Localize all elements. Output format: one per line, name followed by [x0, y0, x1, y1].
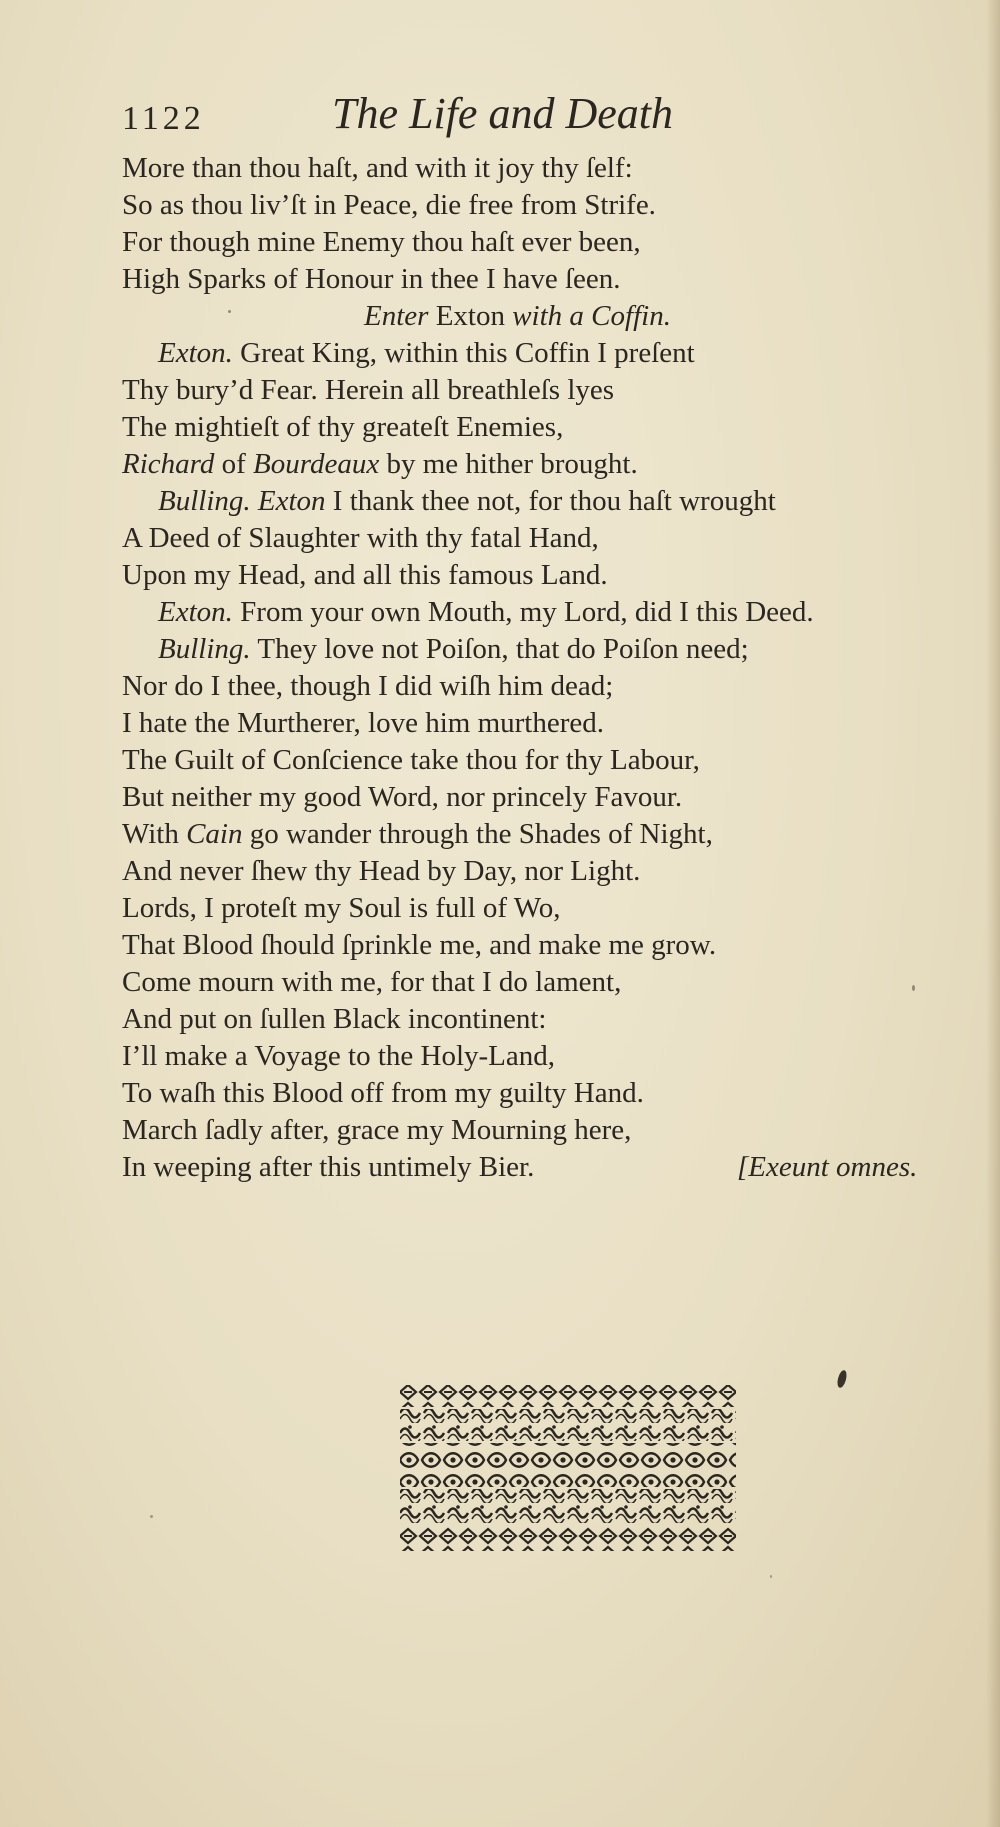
text-line	[122, 520, 982, 557]
text-segment: To waſh this Blood off from my guilty Hand.	[122, 1077, 644, 1109]
text-segment: Nor do I thee, though I did wiſh him dead;	[122, 670, 614, 702]
italic-text-segment: Bulling.	[158, 485, 251, 517]
paper-speck	[150, 1515, 153, 1518]
text-line	[122, 631, 982, 668]
text-segment: The mightieſt of thy greateſt Enemies,	[122, 411, 564, 443]
text-segment: March ſadly after, grace my Mourning here,	[122, 1114, 632, 1146]
text-line	[122, 816, 982, 853]
text-segment: For though mine Enemy thou haſt ever been,	[122, 226, 641, 258]
text-line	[122, 372, 982, 409]
text-line	[122, 1112, 982, 1149]
text-segment: I hate the Murtherer, love him murthered.	[122, 707, 604, 739]
paper-speck	[912, 985, 915, 991]
text-line	[122, 1075, 982, 1112]
text-line	[122, 890, 982, 927]
page-number: 1122	[122, 100, 205, 137]
text-line	[122, 779, 982, 816]
text-segment: And put on ſullen Black incontinent:	[122, 1003, 547, 1035]
text-segment: A Deed of Slaughter with thy fatal Hand,	[122, 522, 599, 554]
text-line	[122, 409, 982, 446]
text-segment: More than thou haſt, and with it joy thy ſelf:	[122, 152, 633, 184]
paper-speck	[770, 1575, 772, 1578]
text-segment: Come mourn with me, for that I do lament,	[122, 966, 622, 998]
text-line	[122, 927, 982, 964]
text-segment: They love not Poiſon, that do Poiſon need;	[250, 633, 749, 665]
text-line	[122, 446, 982, 483]
page-edge-shadow	[986, 0, 1000, 1827]
text-segment: I thank thee not, for thou haſt wrought	[325, 485, 776, 517]
italic-text-segment: Richard	[122, 448, 215, 480]
italic-text-segment: with a Coffin.	[512, 300, 671, 332]
text-segment: And never ſhew thy Head by Day, nor Light.	[122, 855, 641, 887]
play-text	[122, 150, 982, 1186]
text-segment: In weeping after this untimely Bier.	[122, 1151, 535, 1183]
text-segment: Upon my Head, and all this famous Land.	[122, 559, 608, 591]
text-segment: go wander through the Shades of Night,	[242, 818, 713, 850]
text-line	[122, 964, 982, 1001]
text-line	[122, 483, 982, 520]
text-segment: High Sparks of Honour in thee I have ſeen.	[122, 263, 621, 295]
text-line	[122, 705, 982, 742]
text-line	[122, 335, 982, 372]
paper-speck	[228, 310, 231, 313]
italic-text-segment: Cain	[186, 818, 243, 850]
text-line	[122, 668, 982, 705]
text-line	[122, 1038, 982, 1075]
printers-ornament	[398, 1383, 738, 1555]
italic-text-segment: Enter	[364, 300, 429, 332]
text-line	[122, 594, 982, 631]
text-line	[122, 1001, 982, 1038]
text-segment: of	[214, 448, 254, 480]
text-segment: That Blood ſhould ſprinkle me, and make me grow.	[122, 929, 717, 961]
text-segment: Thy bury’d Fear. Herein all breathleſs lyes	[122, 374, 615, 406]
stage-direction-exeunt: [Exeunt omnes.	[737, 1151, 918, 1183]
text-line	[122, 557, 982, 594]
text-line	[122, 224, 982, 261]
text-segment: The Guilt of Conſcience take thou for thy Labour,	[122, 744, 700, 776]
italic-text-segment: Exton.	[158, 337, 233, 369]
text-segment: From your own Mouth, my Lord, did I this Deed.	[232, 596, 814, 628]
text-line	[122, 1149, 982, 1186]
text-segment: Lords, I proteſt my Soul is full of Wo,	[122, 892, 561, 924]
page-header	[122, 88, 822, 148]
text-line	[122, 853, 982, 890]
italic-text-segment: Bulling.	[158, 633, 251, 665]
text-segment: Great King, within this Coffin I preſent	[232, 337, 695, 369]
text-line	[122, 187, 982, 224]
text-line	[122, 261, 982, 298]
text-segment: So as thou liv’ſt in Peace, die free from Strife.	[122, 189, 656, 221]
italic-text-segment: Exton	[257, 485, 326, 517]
italic-text-segment: Bourdeaux	[253, 448, 380, 480]
text-line	[122, 150, 982, 187]
text-segment: But neither my good Word, nor princely Favour.	[122, 781, 683, 813]
text-segment	[251, 485, 258, 517]
text-segment: With	[122, 818, 187, 850]
text-segment: Exton	[428, 300, 513, 332]
italic-text-segment: Exton.	[158, 596, 233, 628]
text-line	[122, 298, 982, 335]
running-title: The Life and Death	[332, 89, 673, 138]
text-segment: I’ll make a Voyage to the Holy-Land,	[122, 1040, 556, 1072]
text-segment: by me hither brought.	[379, 448, 638, 480]
text-line	[122, 742, 982, 779]
